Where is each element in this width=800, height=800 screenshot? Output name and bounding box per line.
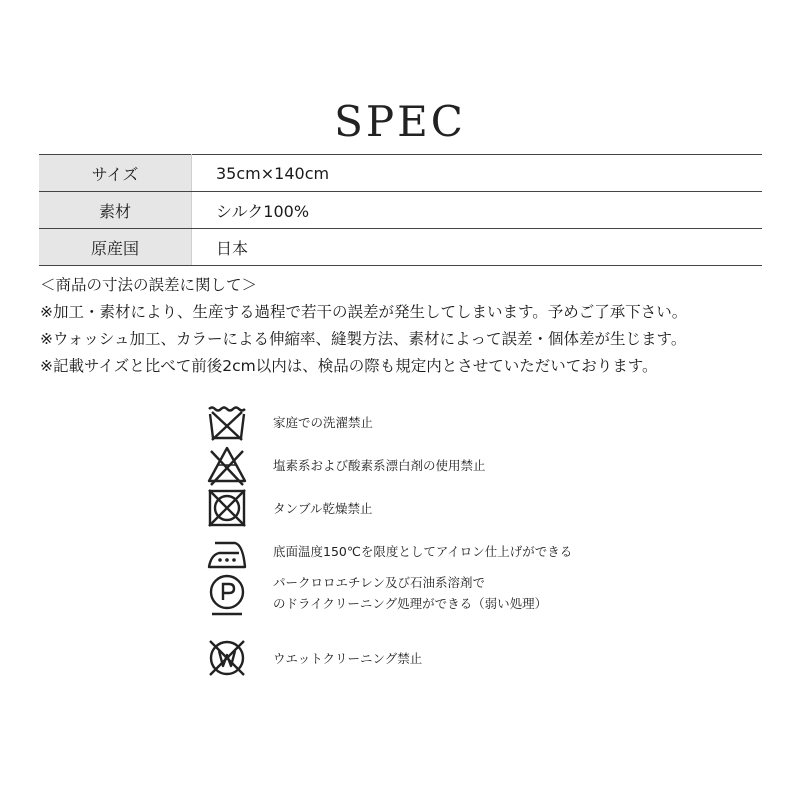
spec-label: 素材: [39, 192, 192, 229]
care-text-line: 塩素系および酸素系漂白剤の使用禁止: [273, 458, 486, 473]
no-tumble-dry-icon: [205, 486, 249, 530]
care-text-line: 家庭での洗濯禁止: [273, 415, 374, 430]
size-notes: [40, 272, 780, 380]
care-text: [273, 498, 373, 519]
spec-label: 原産国: [39, 229, 192, 266]
note-line: ※記載サイズと比べて前後2cm以内は、検品の際も規定内とさせていただいております。: [40, 357, 658, 375]
spec-row: [39, 155, 762, 192]
no-home-wash-icon: [205, 400, 249, 444]
spec-label: サイズ: [39, 155, 192, 192]
spec-value: シルク100%: [192, 192, 763, 229]
care-item: [205, 529, 685, 572]
care-text: [273, 455, 486, 476]
care-text-line: 底面温度150℃を限度としてアイロン仕上げができる: [273, 544, 573, 559]
note-line: ※加工・素材により、生産する過程で若干の誤差が発生してしまいます。予めご了承下さい。: [40, 303, 688, 321]
care-text-line: ウエットクリーニング禁止: [273, 651, 423, 666]
care-text-line: タンブル乾燥禁止: [273, 501, 373, 516]
dry-clean-p-icon: [205, 572, 249, 616]
spec-value: 日本: [192, 229, 763, 266]
iron-150-icon: [205, 529, 249, 573]
care-item: [205, 636, 685, 679]
spec-row: [39, 229, 762, 266]
no-bleach-icon: [205, 443, 249, 487]
note-line: ※ウォッシュ加工、カラーによる伸縮率、縫製方法、素材によって誤差・個体差が生じます。: [40, 330, 687, 348]
spec-table: [39, 154, 762, 266]
care-text: [273, 412, 373, 433]
care-instructions: [205, 400, 685, 679]
care-text: [273, 572, 547, 614]
care-text-line: パークロロエチレン及び石油系溶剤で: [273, 575, 485, 590]
care-item: [205, 400, 685, 443]
page-title: SPEC: [334, 97, 466, 146]
spec-value: 35cm×140cm: [192, 155, 763, 192]
care-text: [273, 648, 422, 669]
care-item: [205, 443, 685, 486]
care-text-line: のドライクリーニング処理ができる（弱い処理）: [273, 596, 548, 611]
care-text: [273, 541, 572, 562]
care-item: [205, 486, 685, 529]
note-heading: ＜商品の寸法の誤差に関して＞: [40, 276, 258, 294]
no-wet-clean-icon: [205, 636, 249, 680]
care-item: [205, 572, 685, 636]
spec-row: [39, 192, 762, 229]
